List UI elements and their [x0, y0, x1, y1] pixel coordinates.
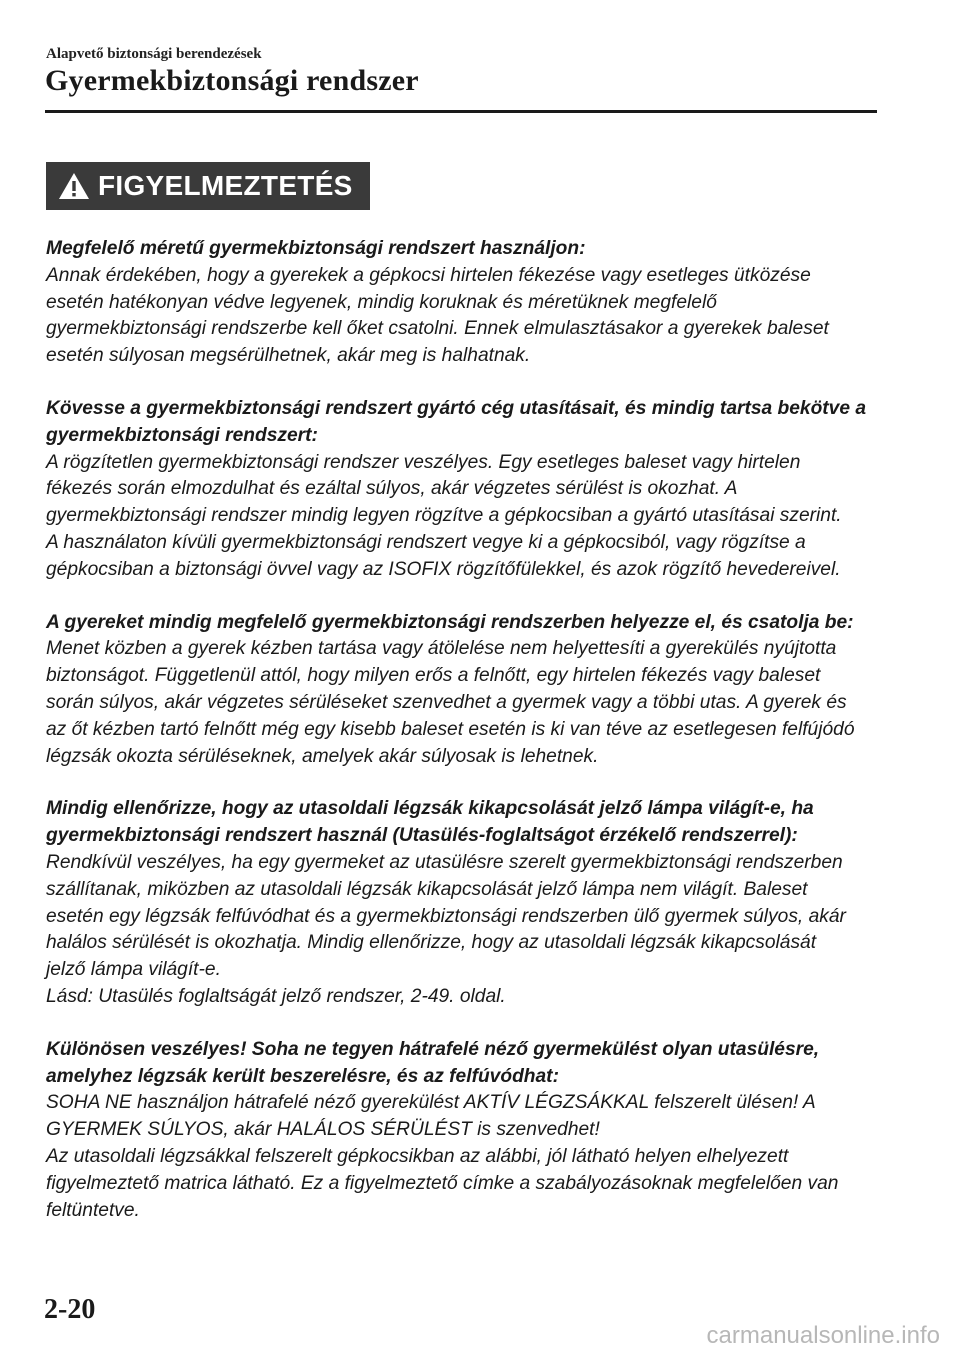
warning-label: FIGYELMEZTETÉS [98, 170, 353, 201]
block-line: Annak érdekében, hogy a gyerekek a gépkocsi hirtelen fékezése vagy esetleges ütközése [46, 264, 811, 286]
block-line: során súlyos, akár végzetes sérüléseket szenvedhet a gyermek vagy a többi utas. A gyerek és [46, 691, 847, 713]
block-line: biztonságot. Függetlenül attól, hogy milyen erős a felnőtt, egy hirtelen fékezés vagy baleset [46, 665, 821, 687]
block-line: figyelmeztető matrica látható. Ez a figyelmeztető címke a szabályozásoknak megfelelően van [46, 1172, 839, 1194]
watermark: carmanualsonline.info [706, 1322, 940, 1349]
block-heading: Kövesse a gyermekbiztonsági rendszert gyártó cég utasításait, és mindig tartsa bekötve a gyermekbiztonsági rendszert: [46, 397, 867, 446]
warning-triangle-icon [54, 166, 94, 206]
block-line: légzsák okozta sérüléseknek, amelyek akár súlyosak is lehetnek. [46, 745, 599, 767]
block-line: gépkocsiban a biztonsági övvel vagy az ISOFIX rögzítőfülekkel, és azok rögzítő hevedereivel. [46, 558, 841, 580]
block-line: GYERMEK SÚLYOS, akár HALÁLOS SÉRÜLÉST is szenvedhet! [46, 1119, 600, 1141]
block-line: az őt kézben tartó felnőtt még egy kisebb baleset esetén is ki van téve az esetlegesen felfújódó [46, 718, 855, 740]
block-line: jelző lámpa világít-e. [46, 959, 221, 981]
warning-content [46, 236, 886, 1250]
block-line: A rögzítetlen gyermekbiztonsági rendszer veszélyes. Egy esetleges baleset vagy hirtelen [46, 451, 801, 473]
block-heading: Különösen veszélyes! Soha ne tegyen hátrafelé néző gyermekülést olyan utasülésre, amelyhez légzsák került beszerelésre, és az felfúvódhat: [46, 1038, 820, 1087]
block-line: gyermekbiztonsági rendszer mindig legyen rögzítve a gépkocsiban a gyártó utasításai szerint. [46, 505, 842, 527]
block-line: esetén hatékonyan védve legyenek, mindig koruknak és méretüknek megfelelő [46, 291, 717, 313]
block-line: Menet közben a gyerek kézben tartása vagy átölelése nem helyettesíti a gyerekülés nyújtotta [46, 638, 837, 660]
block-heading: Mindig ellenőrizze, hogy az utasoldali légzsák kikapcsolását jelző lámpa világít-e, ha gyermekbiztonsági rendszert használ (Utasülés-foglaltságot érzékelő rendszerrel): [46, 798, 814, 847]
title-divider [45, 110, 877, 113]
block-line: feltüntetve. [46, 1199, 140, 1221]
block-line: fékezés során elmozdulhat és ezáltal súlyos, akár végzetes sérülést is okozhat. A [46, 478, 738, 500]
block-line: Rendkívül veszélyes, ha egy gyermeket az utasülésre szerelt gyermekbiztonsági rendszerben [46, 851, 843, 873]
section-label: Alapvető biztonsági berendezések [46, 46, 262, 62]
block-line: szállítanak, miközben az utasoldali légzsák kikapcsolását jelző lámpa nem világít. Baleset [46, 878, 808, 900]
block-line: gyermekbiztonsági rendszerbe kell őket csatolni. Ennek elmulasztásakor a gyerekek baleset [46, 318, 829, 340]
block-heading: Megfelelő méretű gyermekbiztonsági rendszert használjon: [46, 238, 586, 259]
warning-block-5 [46, 1037, 886, 1225]
block-line: Az utasoldali légzsákkal felszerelt gépkocsikban az alábbi, jól látható helyen elhelyezett [46, 1145, 789, 1167]
page-title: Gyermekbiztonsági rendszer [45, 64, 419, 97]
warning-block-3 [46, 610, 886, 771]
block-line: halálos sérülését is okozhatja. Mindig ellenőrizze, hogy az utasoldali légzsák kikapcsolását [46, 932, 817, 954]
warning-banner [46, 162, 370, 210]
warning-block-4 [46, 796, 886, 1010]
warning-block-1 [46, 236, 886, 370]
page-reference[interactable]: Lásd: Utasülés foglaltságát jelző rendszer, 2-49. oldal. [46, 985, 506, 1007]
block-line: esetén egy légzsák felfúvódhat és a gyermekbiztonsági rendszerben ülő gyermek súlyos, akár [46, 905, 846, 927]
block-heading: A gyereket mindig megfelelő gyermekbiztonsági rendszerben helyezze el, és csatolja be: [46, 611, 854, 633]
warning-block-2 [46, 396, 886, 584]
block-line: esetén súlyosan megsérülhetnek, akár meg is halhatnak. [46, 345, 531, 367]
block-line: A használaton kívüli gyermekbiztonsági rendszert vegye ki a gépkocsiból, vagy rögzítse a [46, 531, 806, 553]
block-line: SOHA NE használjon hátrafelé néző gyerekülést AKTÍV LÉGZSÁKKAL felszerelt ülésen! A [46, 1092, 816, 1114]
page-number: 2-20 [44, 1294, 96, 1325]
